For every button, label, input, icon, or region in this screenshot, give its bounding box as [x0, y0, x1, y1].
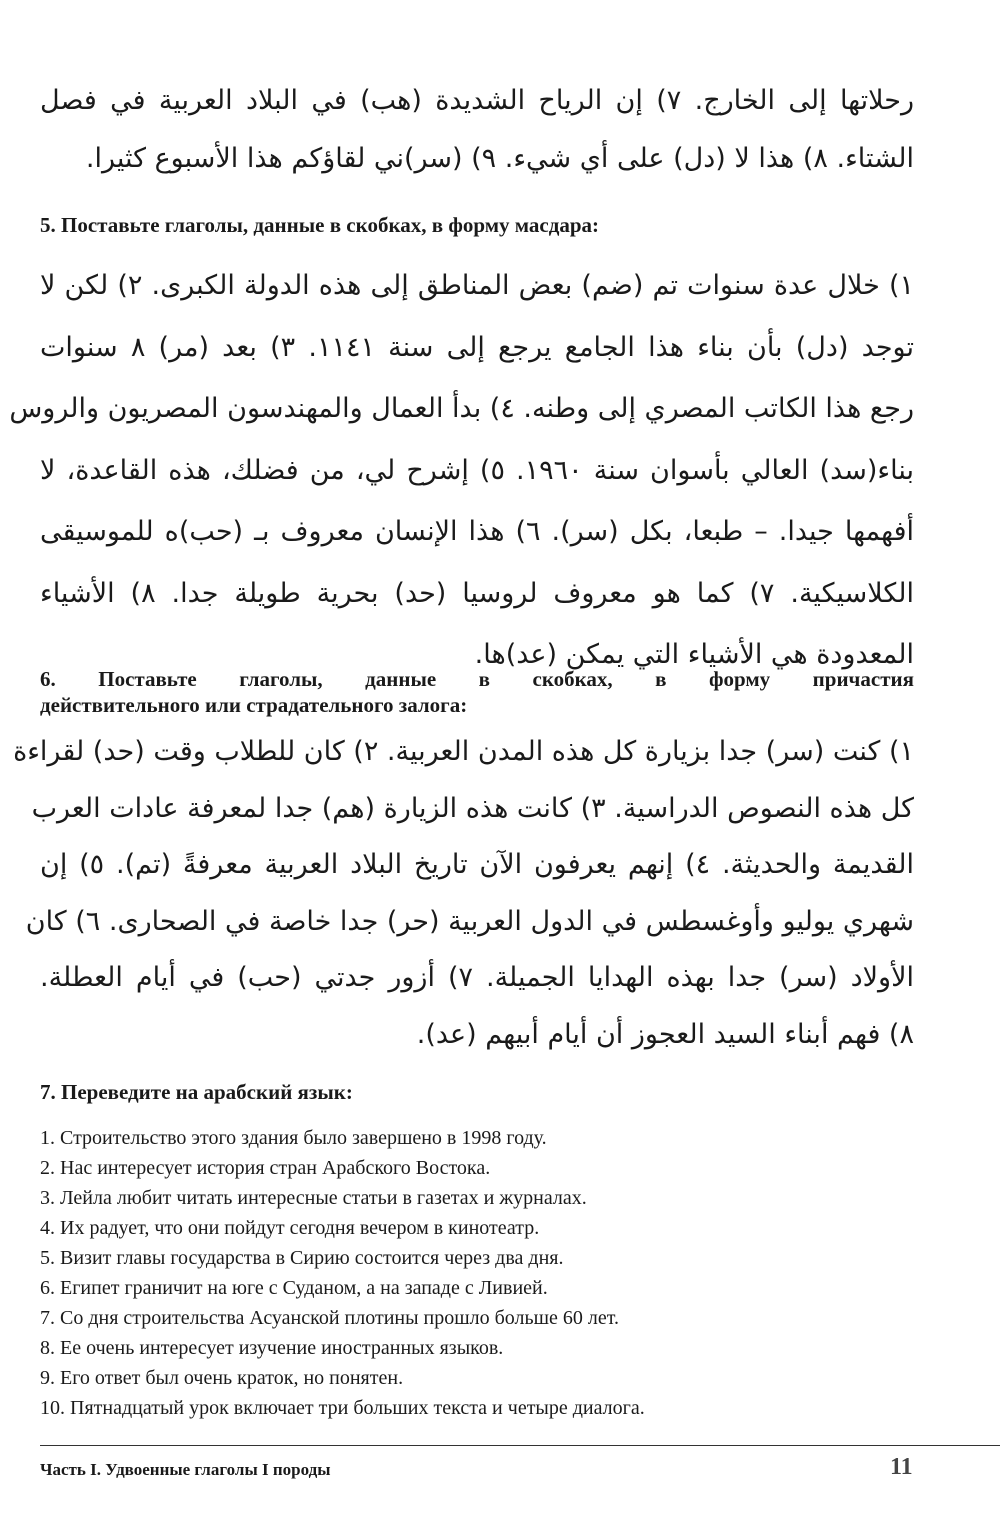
exercise-6-heading-line-1: 6. Поставьте глаголы, данные в скобках, в форму причастия — [40, 667, 914, 691]
arabic-line: القديمة والحديثة. ٤) إنهم يعرفون الآن تاريخ البلاد العربية معرفةً (تم). ٥) إن — [40, 849, 914, 880]
arabic-line: ١) كنت (سر) جدا بزيارة كل هذه المدن العربية. ٢) كان للطلاب وقت (حد) لقراءة — [13, 736, 914, 767]
page-body — [9, 0, 915, 1520]
top-paragraph — [40, 72, 914, 188]
exercise-7-list — [40, 1123, 914, 1423]
list-item: 1. Строительство этого здания было завершено в 1998 году. — [40, 1127, 547, 1149]
exercise-6-heading — [40, 666, 914, 718]
list-item: 10. Пятнадцатый урок включает три больших текста и четыре диалога. — [40, 1397, 645, 1419]
arabic-line: ١) خلال عدة سنوات تم (ضم) بعض المناطق إلى هذه الدولة الكبرى. ٢) لكن لا — [40, 270, 914, 301]
list-item: 3. Лейла любит читать интересные статьи в газетах и журналах. — [40, 1187, 587, 1209]
page-number: 11 — [890, 1454, 913, 1480]
list-item: 8. Ее очень интересует изучение иностранных языков. — [40, 1337, 504, 1359]
arabic-line: رجع هذا الكاتب المصري إلى وطنه. ٤) بدأ العمال والمهندسون المصريون والروس — [9, 393, 914, 424]
arabic-line: ٨) فهم أبناء السيد العجوز أن أيام أبيهم (عد). — [416, 1018, 914, 1050]
list-item: 2. Нас интересует история стран Арабского Востока. — [40, 1157, 491, 1179]
arabic-line: الكلاسيكية. ٧) كما هو معروف لروسيا (حد) بحرية طويلة جدا. ٨) الأشياء — [40, 577, 914, 609]
list-item: 5. Визит главы государства в Сирию состоится через два дня. — [40, 1247, 564, 1269]
arabic-line: الأولاد (سر) جدا بهذه الهدايا الجميلة. ٧) أزور جدتي (حب) في أيام العطلة. — [40, 962, 914, 993]
list-item: 9. Его ответ был очень краток, но понятен. — [40, 1367, 404, 1389]
arabic-line: كل هذه النصوص الدراسية. ٣) كانت هذه الزيارة (هم) جدا لمعرفة عادات العرب — [31, 792, 914, 824]
arabic-line: شهري يوليو وأوغسطس في الدول العربية (حر) جدا خاصة في الصحارى. ٦) كان — [25, 905, 914, 937]
exercise-6-text — [13, 724, 914, 1063]
list-item: 6. Египет граничит на юге с Суданом, а на западе с Ливией. — [40, 1277, 548, 1299]
exercise-7-heading: 7. Переведите на арабский язык: — [40, 1080, 353, 1104]
exercise-5-heading: 5. Поставьте глаголы, данные в скобках, в форму масдара: — [40, 213, 600, 237]
footer-divider — [40, 1445, 1000, 1446]
list-item: 7. Со дня строительства Асуанской плотины прошло больше 60 лет. — [40, 1307, 620, 1329]
exercise-5-text — [9, 255, 915, 686]
footer-chapter-title: Часть I. Удвоенные глаголы I породы — [40, 1460, 331, 1479]
arabic-line: توجد (دل) بأن بناء هذا الجامع يرجع إلى سنة ١١٤١. ٣) بعد (مر) ٨ سنوات — [40, 331, 914, 363]
arabic-line: الشتاء. ٨) هذا لا (دل) على أي شيء. ٩) (سر)ني لقاؤكم هذا الأسبوع كثيرا. — [85, 143, 914, 174]
exercise-6-heading-line-2: действительного или страдательного залога: — [40, 693, 468, 717]
arabic-line: المعدودة هي الأشياء التي يمكن (عد)ها. — [474, 639, 914, 670]
list-item: 4. Их радует, что они пойдут сегодня вечером в кинотеатр. — [40, 1217, 540, 1239]
arabic-line: أفهمها جيدا. – طبعا، بكل (سر). ٦) هذا الإنسان معروف بـ (حب)ه للموسيقى — [40, 516, 915, 547]
arabic-line: بناء(سد) العالي بأسوان سنة ١٩٦٠. ٥) إشرح لي، من فضلك، هذه القاعدة، لا — [40, 454, 914, 486]
arabic-line: رحلاتها إلى الخارج. ٧) إن الرياح الشديدة (هب) في البلاد العربية في فصل — [40, 85, 914, 116]
